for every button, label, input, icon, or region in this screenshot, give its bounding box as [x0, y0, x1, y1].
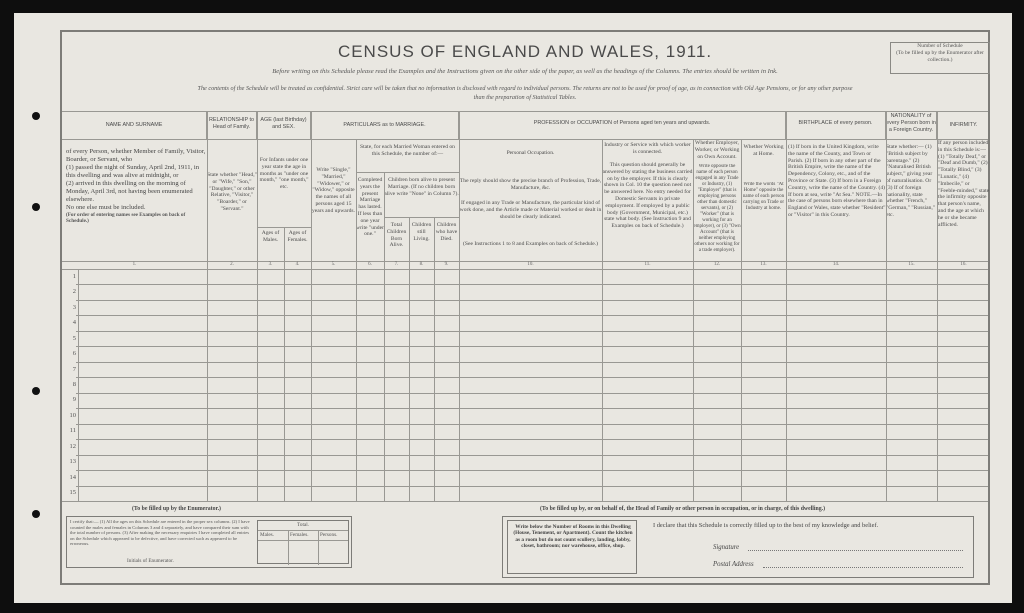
- column-number: 15.: [908, 262, 915, 267]
- header-rule: [62, 139, 988, 140]
- column-number: 3.: [268, 262, 273, 267]
- column-divider: [356, 139, 357, 501]
- marriage-completed-instructions: Completed years the present Marriage has lasted. If less than one year write "under one.": [356, 177, 384, 238]
- age-males-label: Ages of Males.: [261, 230, 280, 243]
- employer-instructions: Write opposite the name of each person engaged in any Trade or Industry, (1) "Employer" (that is employing persons other than domestic servants), or (2) "Worker" (that is working for an employer), or (3) "Own Account" (that is neither employing others nor working for a trade employer).: [693, 164, 741, 253]
- table-row[interactable]: [76, 486, 988, 487]
- confidential-notice: The contents of the Schedule will be treated as confidential. Strict care will be taken that no information is disclosed with regard to individual persons. The returns are not to be used for proof of age, as in connection with Old Age Pensions, or for any other purpose: [197, 85, 853, 92]
- declaration-text: I declare that this Schedule is correctly filled up to the best of my knowledge and belief.: [653, 522, 879, 529]
- punch-hole: [32, 510, 40, 518]
- totals-divider: [288, 530, 289, 565]
- rooms-box[interactable]: [507, 520, 637, 574]
- column-divider: [311, 111, 312, 501]
- column-divider: [257, 111, 258, 501]
- table-row[interactable]: [76, 362, 988, 363]
- enumerator-label: (To be filled up by the Enumerator.): [132, 506, 221, 512]
- schedule-number-note: (To be filled up by the Enumerator after collection.): [896, 50, 984, 63]
- column-number: 2.: [230, 262, 234, 267]
- signature-label: Signature: [713, 544, 740, 551]
- occupation-instructions-3: (See Instructions 1 to 8 and Examples on back of Schedule.): [463, 241, 598, 247]
- column-divider: [937, 111, 938, 501]
- row-number: 14: [69, 473, 76, 481]
- column-divider: [602, 139, 603, 501]
- table-row[interactable]: [76, 300, 988, 301]
- row-number: 8: [72, 381, 76, 388]
- column-divider: [434, 217, 435, 501]
- name-instructions: [66, 148, 206, 224]
- enumerator-box: [66, 516, 352, 568]
- column-number: 13.: [760, 262, 767, 267]
- home-header: Whether Working at Home.: [743, 144, 784, 157]
- column-number: 9.: [444, 262, 449, 267]
- column-number: 8.: [419, 262, 424, 267]
- row-number: 7: [72, 365, 76, 373]
- column-number: 1.: [132, 262, 137, 267]
- table-row[interactable]: [76, 331, 988, 332]
- personal-occupation-label: Personal Occupation.: [506, 150, 555, 156]
- name-instruction-line: No one else must be included.: [66, 204, 146, 211]
- column-number: 7.: [394, 262, 399, 267]
- name-instruction-line: (2) arrived in this dwelling on the morning of Monday, April 3rd, not having been enumerated elsewhere.: [66, 180, 193, 203]
- industry-instructions: This question should generally be answered by stating the business carried on by the employer. If this is clearly shown in Col. 10 the question need not be answered here. No entry needed for Domestic Servants in private employment. If employed by a public body (Government, Municipal, etc.) state what body. (See Instruction 9 and Examples on back of Schedule.): [602, 162, 693, 230]
- row-number: 5: [72, 334, 76, 342]
- totals-header: Total.: [297, 522, 309, 528]
- row-number: 13: [69, 458, 76, 466]
- table-row[interactable]: [76, 439, 988, 440]
- name-instruction-note: (For order of entering names see Examples on back of Schedule.): [66, 212, 186, 225]
- table-row[interactable]: [76, 424, 988, 425]
- age-instructions: For Infants under one year state the age in months as "under one month," "one month," etc.: [259, 157, 309, 191]
- table-row[interactable]: [76, 284, 988, 285]
- row-number: 12: [69, 442, 76, 450]
- head-of-family-box: [502, 516, 974, 578]
- row-number: 11: [69, 427, 76, 435]
- table-row[interactable]: [76, 455, 988, 456]
- row-number: 1: [72, 272, 76, 280]
- marriage-children-instructions: Children born alive to present Marriage. (If no children born alive write "None" in Column 7).: [384, 177, 459, 197]
- name-instruction-line: of every Person, whether Member of Family, Visitor, Boarder, or Servant, who: [66, 148, 206, 163]
- column-number: 16.: [960, 262, 967, 267]
- form-instructions: Before writing on this Schedule please read the Examples and the Instructions given on the other side of the paper, as well as the headings of the Columns. The entries should be written in Ink.: [272, 68, 778, 75]
- signature-field[interactable]: [748, 550, 963, 551]
- marriage-total-label: Total Children Born Alive.: [386, 222, 407, 249]
- column-divider: [459, 111, 460, 501]
- row-number: 9: [72, 396, 76, 404]
- col-marriage-header: PARTICULARS as to MARRIAGE.: [311, 112, 459, 139]
- rooms-instructions: Write below the Number of Rooms in this Dwelling (House, Tenement, or Apartment). Count the kitchen as a room but do not count scullery, landing, lobby, closet, bathroom; nor warehouse, office, shop.: [513, 524, 633, 549]
- infirmity-instructions: If any person included in this Schedule is:— (1) "Totally Deaf," or "Deaf and Dumb," (2) "Totally Blind," (3) "Lunatic," (4) "Imbecile," or "Feeble-minded," state the infirmity opposite that person's name, and the age at which he or she became afflicted.: [938, 140, 990, 228]
- marriage-single-instructions: Write "Single," "Married," "Widower," or "Widow," opposite the names of all persons aged 15 years and upwards.: [311, 167, 356, 214]
- column-divider: [207, 111, 208, 501]
- rows-bottom-rule: [62, 501, 988, 502]
- postal-address-field[interactable]: [763, 567, 963, 568]
- head-of-family-label: (To be filled up by, or on behalf of, the Head of Family or other person in occupation, or in charge, of this dwelling.): [540, 506, 826, 512]
- totals-males: Males.: [260, 532, 274, 538]
- form-title: CENSUS OF ENGLAND AND WALES, 1911.: [337, 42, 713, 61]
- industry-header: Industry or Service with which worker is connected.: [604, 142, 691, 155]
- column-divider: [284, 227, 285, 501]
- punch-hole: [32, 112, 40, 120]
- column-divider: [693, 139, 694, 501]
- column-divider: [786, 111, 787, 501]
- col-nationality-header: NATIONALITY of every Person born in a Foreign Country.: [886, 112, 937, 139]
- col-infirmity-header: INFIRMITY.: [949, 122, 978, 128]
- column-divider: [741, 139, 742, 501]
- totals-divider: [318, 530, 319, 565]
- col-name-header: NAME AND SURNAME: [62, 112, 207, 139]
- totals-persons: Persons.: [320, 532, 338, 538]
- col-birthplace-header: BIRTHPLACE of every person.: [786, 112, 886, 139]
- row-number: 6: [72, 350, 76, 358]
- column-number: 11.: [644, 262, 651, 267]
- age-sub-rule: [257, 227, 311, 228]
- schedule-number-label: Number of Schedule: [917, 43, 963, 49]
- children-sub-rule: [384, 217, 459, 218]
- relationship-instructions: State whether "Head," or "Wife," "Son," "Daughter," or other Relative, "Visitor," "Boarder," or "Servant.": [207, 172, 257, 212]
- name-instruction-line: (1) passed the night of Sunday, April 2nd, 1911, in this dwelling and was alive at midnight, or: [66, 164, 200, 179]
- totals-females: Females.: [290, 532, 309, 538]
- nationality-instructions: State whether:— (1) "British subject by parentage." (2) "Naturalised British subject," giving year of naturalisation. Or (3) If of foreign nationality, state whether "French," "German," "Russian," etc.: [886, 144, 936, 218]
- birthplace-instructions: (1) If born in the United Kingdom, write the name of the County, and Town or Parish. (2) If born in any other part of the British Empire, write the name of the Dependency, Colony, etc., and of the Province or State. (3) If born in a Foreign Country, write the name of the Country. (4) If born at sea, write "At Sea." NOTE.—In the case of persons born elsewhere than in England or Wales, state whether "Resident" or "Visitor" in this Country.: [788, 144, 886, 218]
- employer-header: Whether Employer, Worker, or Working on Own Account.: [694, 140, 740, 160]
- column-number: 6.: [368, 262, 372, 267]
- table-row[interactable]: [76, 315, 988, 316]
- column-number: 5.: [331, 262, 336, 267]
- marriage-sub-rule: [356, 172, 459, 173]
- punch-hole: [32, 203, 40, 211]
- occupation-instructions-2: If engaged in any Trade or Manufacture, the particular kind of work done, and the Article made or Material worked or dealt in should be clearly indicated.: [459, 200, 602, 220]
- marriage-subheader: State, for each Married Woman entered on this Schedule, the number of:—: [360, 144, 455, 157]
- row-number: 4: [72, 319, 76, 327]
- marriage-died-label: Children who have Died.: [435, 222, 458, 242]
- col-relationship-header: RELATIONSHIP to Head of Family.: [207, 112, 257, 139]
- occupation-instructions-1: The reply should show the precise branch of Profession, Trade, Manufacture, &c.: [459, 178, 602, 191]
- table-row[interactable]: [76, 408, 988, 409]
- column-divider: [886, 111, 887, 501]
- enumerator-certification: I certify that:— (1) All the ages on this Schedule are entered in the proper sex columns. (2) I have counted the males and females in Columns 3 and 4 separately, and have compared their sum with the total number of persons. (3) After making the necessary enquiries I have completed all entries on the Schedule which appeared to be defective, and have corrected such as appeared to be erroneous.: [70, 519, 250, 547]
- totals-rule: [258, 530, 348, 531]
- row-number: 2: [72, 288, 76, 296]
- age-females-label: Ages of Females.: [287, 230, 308, 243]
- row-number: 3: [72, 303, 76, 311]
- column-number: 14.: [832, 262, 840, 267]
- marriage-living-label: Children still Living.: [411, 222, 432, 242]
- table-row[interactable]: [76, 393, 988, 394]
- schedule-number-box[interactable]: [890, 42, 990, 74]
- column-number: 12.: [713, 262, 721, 267]
- totals-table: [257, 520, 349, 564]
- column-number: 4.: [295, 262, 300, 267]
- enumerator-initials-label: Initials of Enumerator.: [127, 558, 174, 564]
- table-row[interactable]: [76, 346, 988, 347]
- rows-top-rule: [62, 269, 988, 270]
- column-divider: [384, 172, 385, 501]
- col-profession-header: PROFESSION or OCCUPATION of Persons aged ten years and upwards.: [459, 112, 786, 139]
- table-row[interactable]: [76, 470, 988, 471]
- confidential-notice-2: than the preparation of Statistical Tables.: [473, 94, 577, 101]
- col-age-header: AGE (last Birthday) and SEX.: [257, 112, 311, 139]
- column-divider: [409, 217, 410, 501]
- home-instructions: Write the words "At Home" opposite the name of each person carrying on Trade or Industry at home.: [742, 182, 785, 211]
- postal-address-label: Postal Address: [713, 561, 754, 568]
- row-number: 10: [69, 411, 76, 419]
- table-row[interactable]: [76, 377, 988, 378]
- row-number-divider: [78, 269, 79, 501]
- row-number: 15: [69, 489, 76, 497]
- totals-rule: [258, 540, 348, 541]
- form-frame: [60, 30, 990, 585]
- column-number: 10.: [527, 262, 534, 267]
- punch-hole: [32, 387, 40, 395]
